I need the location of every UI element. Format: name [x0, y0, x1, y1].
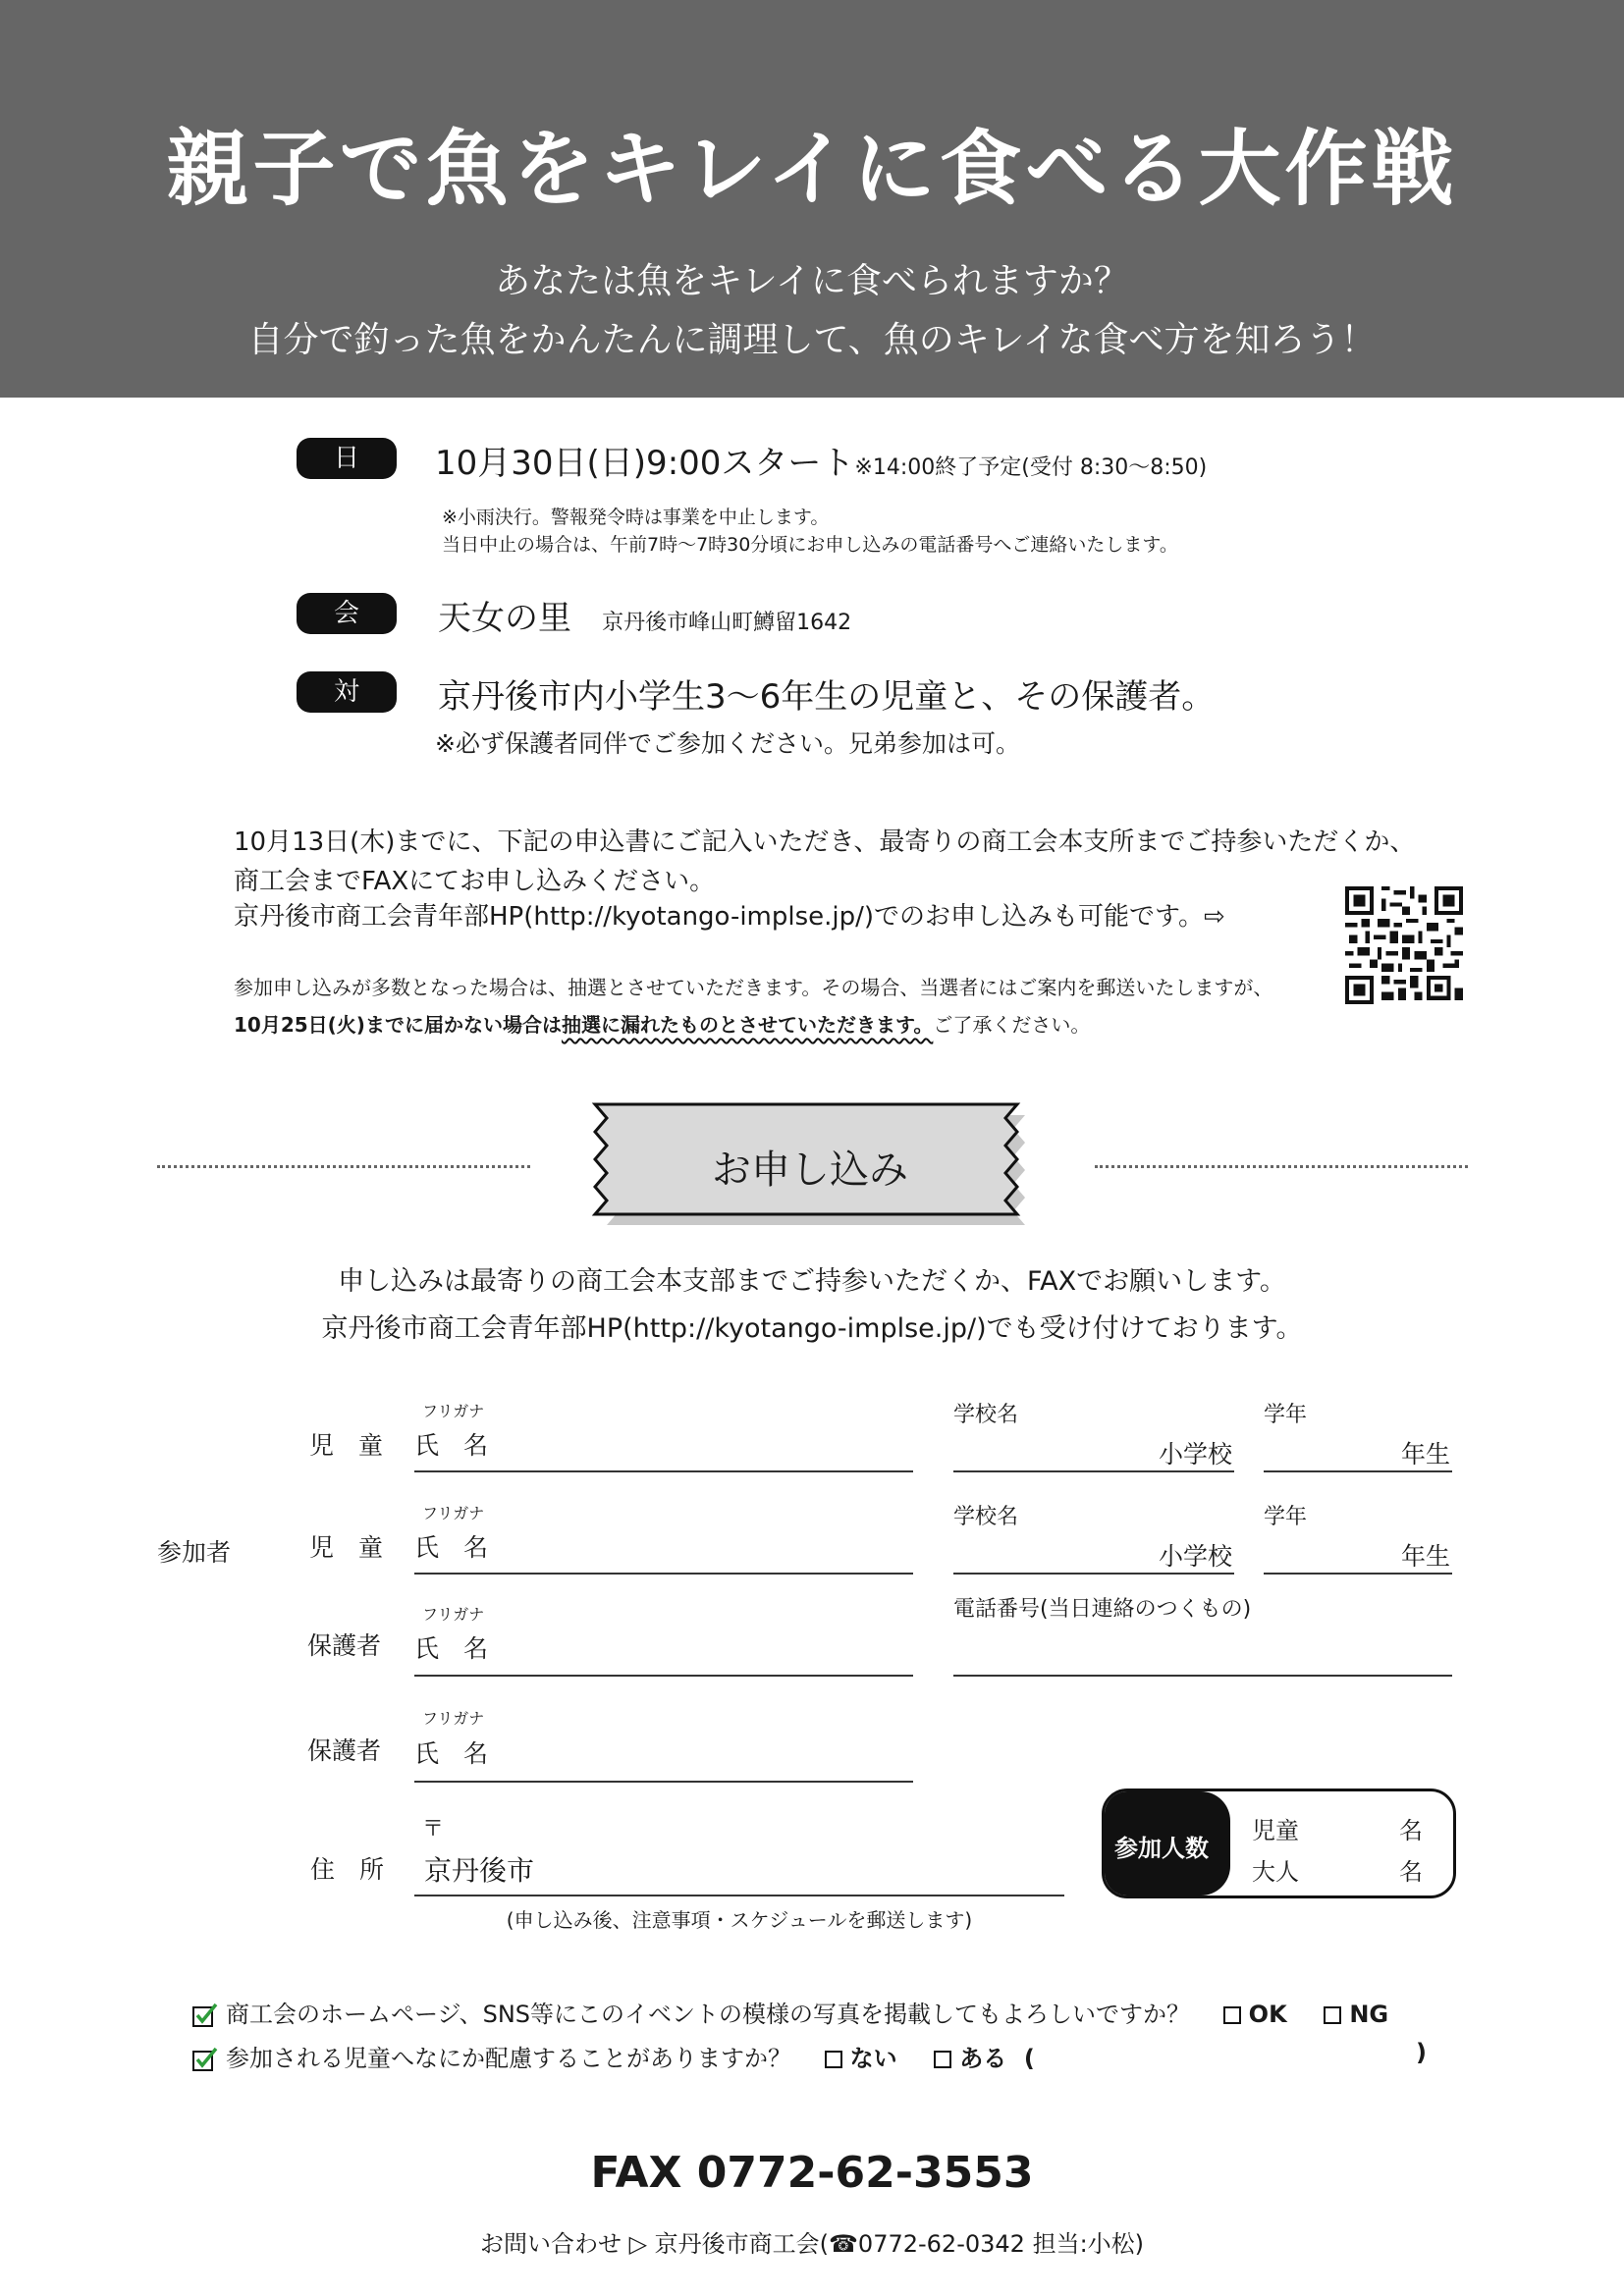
- date-label: 日時: [297, 438, 397, 479]
- count-child-label: 児童: [1252, 1817, 1299, 1844]
- child2-school-suffix: 小学校: [1159, 1542, 1233, 1571]
- q1-ok-option[interactable]: OK: [1223, 2001, 1287, 2028]
- phone-field[interactable]: [953, 1675, 1452, 1677]
- child1-name-label: 氏 名: [414, 1431, 489, 1460]
- child1-furigana-label: フリガナ: [422, 1402, 485, 1420]
- q2-yes-option[interactable]: ある: [934, 2045, 1006, 2072]
- guardian2-furigana-label: フリガナ: [422, 1709, 485, 1728]
- child2-school-field[interactable]: [953, 1573, 1234, 1575]
- guardian1-label: 保護者: [307, 1631, 382, 1660]
- count-child-unit: 名: [1399, 1817, 1423, 1844]
- child1-school-suffix: 小学校: [1159, 1440, 1233, 1468]
- child2-label: 児 童: [309, 1533, 384, 1562]
- target-note: ※必ず保護者同伴でご参加ください。兄弟参加は可。: [435, 729, 1020, 758]
- lead-text-2: 自分で釣った魚をかんたんに調理して、魚のキレイな食べ方を知ろう！: [247, 320, 1377, 360]
- child1-label: 児 童: [309, 1431, 384, 1460]
- venue-address: 京丹後市峰山町鱒留1642: [602, 611, 852, 635]
- guardian1-name-field[interactable]: [414, 1675, 913, 1677]
- target-main: 京丹後市内小学生3〜6年生の児童と、その保護者。: [438, 677, 1216, 717]
- question-2: [192, 2039, 1035, 2073]
- qr-code-icon[interactable]: [1345, 886, 1463, 1004]
- guardian2-name-field[interactable]: [414, 1781, 913, 1783]
- child2-grade-field[interactable]: [1264, 1573, 1452, 1575]
- child2-name-label: 氏 名: [414, 1533, 489, 1562]
- info-line-3: 京丹後市商工会青年部HP(http://kyotango-implse.jp/)でのお申し込みも可能です。⇨: [234, 902, 1225, 932]
- address-label: 住 所: [310, 1855, 385, 1884]
- child2-furigana-label: フリガナ: [422, 1504, 485, 1522]
- guardian2-label: 保護者: [307, 1736, 382, 1765]
- q1-ng-option[interactable]: NG: [1324, 2001, 1388, 2028]
- guardian1-name-label: 氏 名: [414, 1634, 489, 1663]
- guardian2-name-label: 氏 名: [414, 1739, 489, 1768]
- address-note: (申し込み後、注意事項・スケジュールを郵送します): [506, 1908, 973, 1932]
- address-field[interactable]: [414, 1895, 1064, 1896]
- child1-school-label: 学校名: [953, 1403, 1019, 1427]
- checkbox-icon[interactable]: [1324, 2006, 1341, 2024]
- lottery-line-2: 10月25日(火)までに届かない場合は抽選に漏れたものとさせていただきます。ご了承ください。: [234, 1013, 1091, 1037]
- checkbox-icon[interactable]: [934, 2051, 951, 2068]
- fax-number: FAX 0772-62-3553: [590, 2148, 1034, 2198]
- venue-label: 会場: [297, 593, 397, 634]
- q2-open-paren: (: [1023, 2045, 1035, 2072]
- apply-banner-title: お申し込み: [712, 1148, 908, 1193]
- checkbox-icon[interactable]: [825, 2051, 842, 2068]
- postal-mark: 〒: [422, 1817, 445, 1842]
- guardian1-furigana-label: フリガナ: [422, 1605, 485, 1624]
- question-2-text: 参加される児童へなにか配慮することがありますか？: [226, 2045, 791, 2072]
- divider-right: [1095, 1165, 1468, 1168]
- info-line-2: 商工会までFAXにてお申し込みください。: [234, 867, 716, 896]
- page-title: 親子で魚をキレイに食べる大作戦: [166, 121, 1458, 217]
- count-adult-unit: 名: [1399, 1858, 1423, 1886]
- target-label: 対象: [297, 671, 397, 713]
- divider-left: [157, 1165, 530, 1168]
- address-prefill: 京丹後市: [424, 1854, 535, 1887]
- question-1: [192, 1995, 1388, 2029]
- count-label: 参加人数: [1114, 1835, 1209, 1862]
- venue-main: 天女の里: [438, 599, 571, 638]
- child1-grade-label: 学年: [1264, 1403, 1308, 1427]
- date-note-1: ※小雨決行。警報発令時は事業を中止します。: [442, 507, 830, 528]
- contact-info: お問い合わせ ▷ 京丹後市商工会(☎0772-62-0342 担当:小松): [479, 2230, 1145, 2258]
- date-sub: ※14:00終了予定(受付 8:30〜8:50): [854, 455, 1208, 480]
- checked-box-icon: [192, 2002, 218, 2028]
- lottery-line-1: 参加申し込みが多数となった場合は、抽選とさせていただきます。その場合、当選者にはご案内を郵送いたしますが、: [234, 976, 1273, 999]
- phone-label: 電話番号(当日連絡のつくもの): [953, 1597, 1252, 1622]
- apply-line-2: 京丹後市商工会青年部HP(http://kyotango-implse.jp/)でも受け付けております。: [321, 1313, 1303, 1344]
- venue-row: [438, 591, 851, 639]
- participant-label: 参加者: [157, 1538, 232, 1567]
- lead-text-1: あなたは魚をキレイに食べられますか？: [495, 261, 1129, 301]
- date-main: 10月30日(日)9:00スタート: [435, 444, 855, 483]
- q2-close-paren: ): [1416, 2039, 1427, 2066]
- child1-grade-suffix: 年生: [1401, 1440, 1451, 1468]
- count-adult-label: 大人: [1252, 1858, 1299, 1886]
- date-note-2: 当日中止の場合は、午前7時〜7時30分頃にお申し込みの電話番号へご連絡いたします。: [442, 534, 1178, 556]
- child2-school-label: 学校名: [953, 1505, 1019, 1529]
- child1-grade-field[interactable]: [1264, 1470, 1452, 1472]
- child2-grade-label: 学年: [1264, 1505, 1308, 1529]
- child1-school-field[interactable]: [953, 1470, 1234, 1472]
- question-1-text: 商工会のホームページ、SNS等にこのイベントの模様の写真を掲載してもよろしいですか？: [226, 2001, 1191, 2028]
- checked-box-icon: [192, 2047, 218, 2072]
- checkbox-icon[interactable]: [1223, 2006, 1241, 2024]
- participant-count-box: [1102, 1789, 1456, 1898]
- child2-name-field[interactable]: [414, 1573, 913, 1575]
- q2-no-option[interactable]: ない: [825, 2045, 897, 2072]
- info-line-1: 10月13日(木)までに、下記の申込書にご記入いただき、最寄りの商工会本支所までご持参いただくか、: [234, 828, 1416, 857]
- child1-name-field[interactable]: [414, 1470, 913, 1472]
- child2-grade-suffix: 年生: [1401, 1542, 1451, 1571]
- date-row: [435, 436, 1207, 484]
- apply-line-1: 申し込みは最寄りの商工会本支部までご持参いただくか、FAXでお願いします。: [338, 1266, 1286, 1297]
- q2-detail-field[interactable]: [1005, 2036, 1418, 2069]
